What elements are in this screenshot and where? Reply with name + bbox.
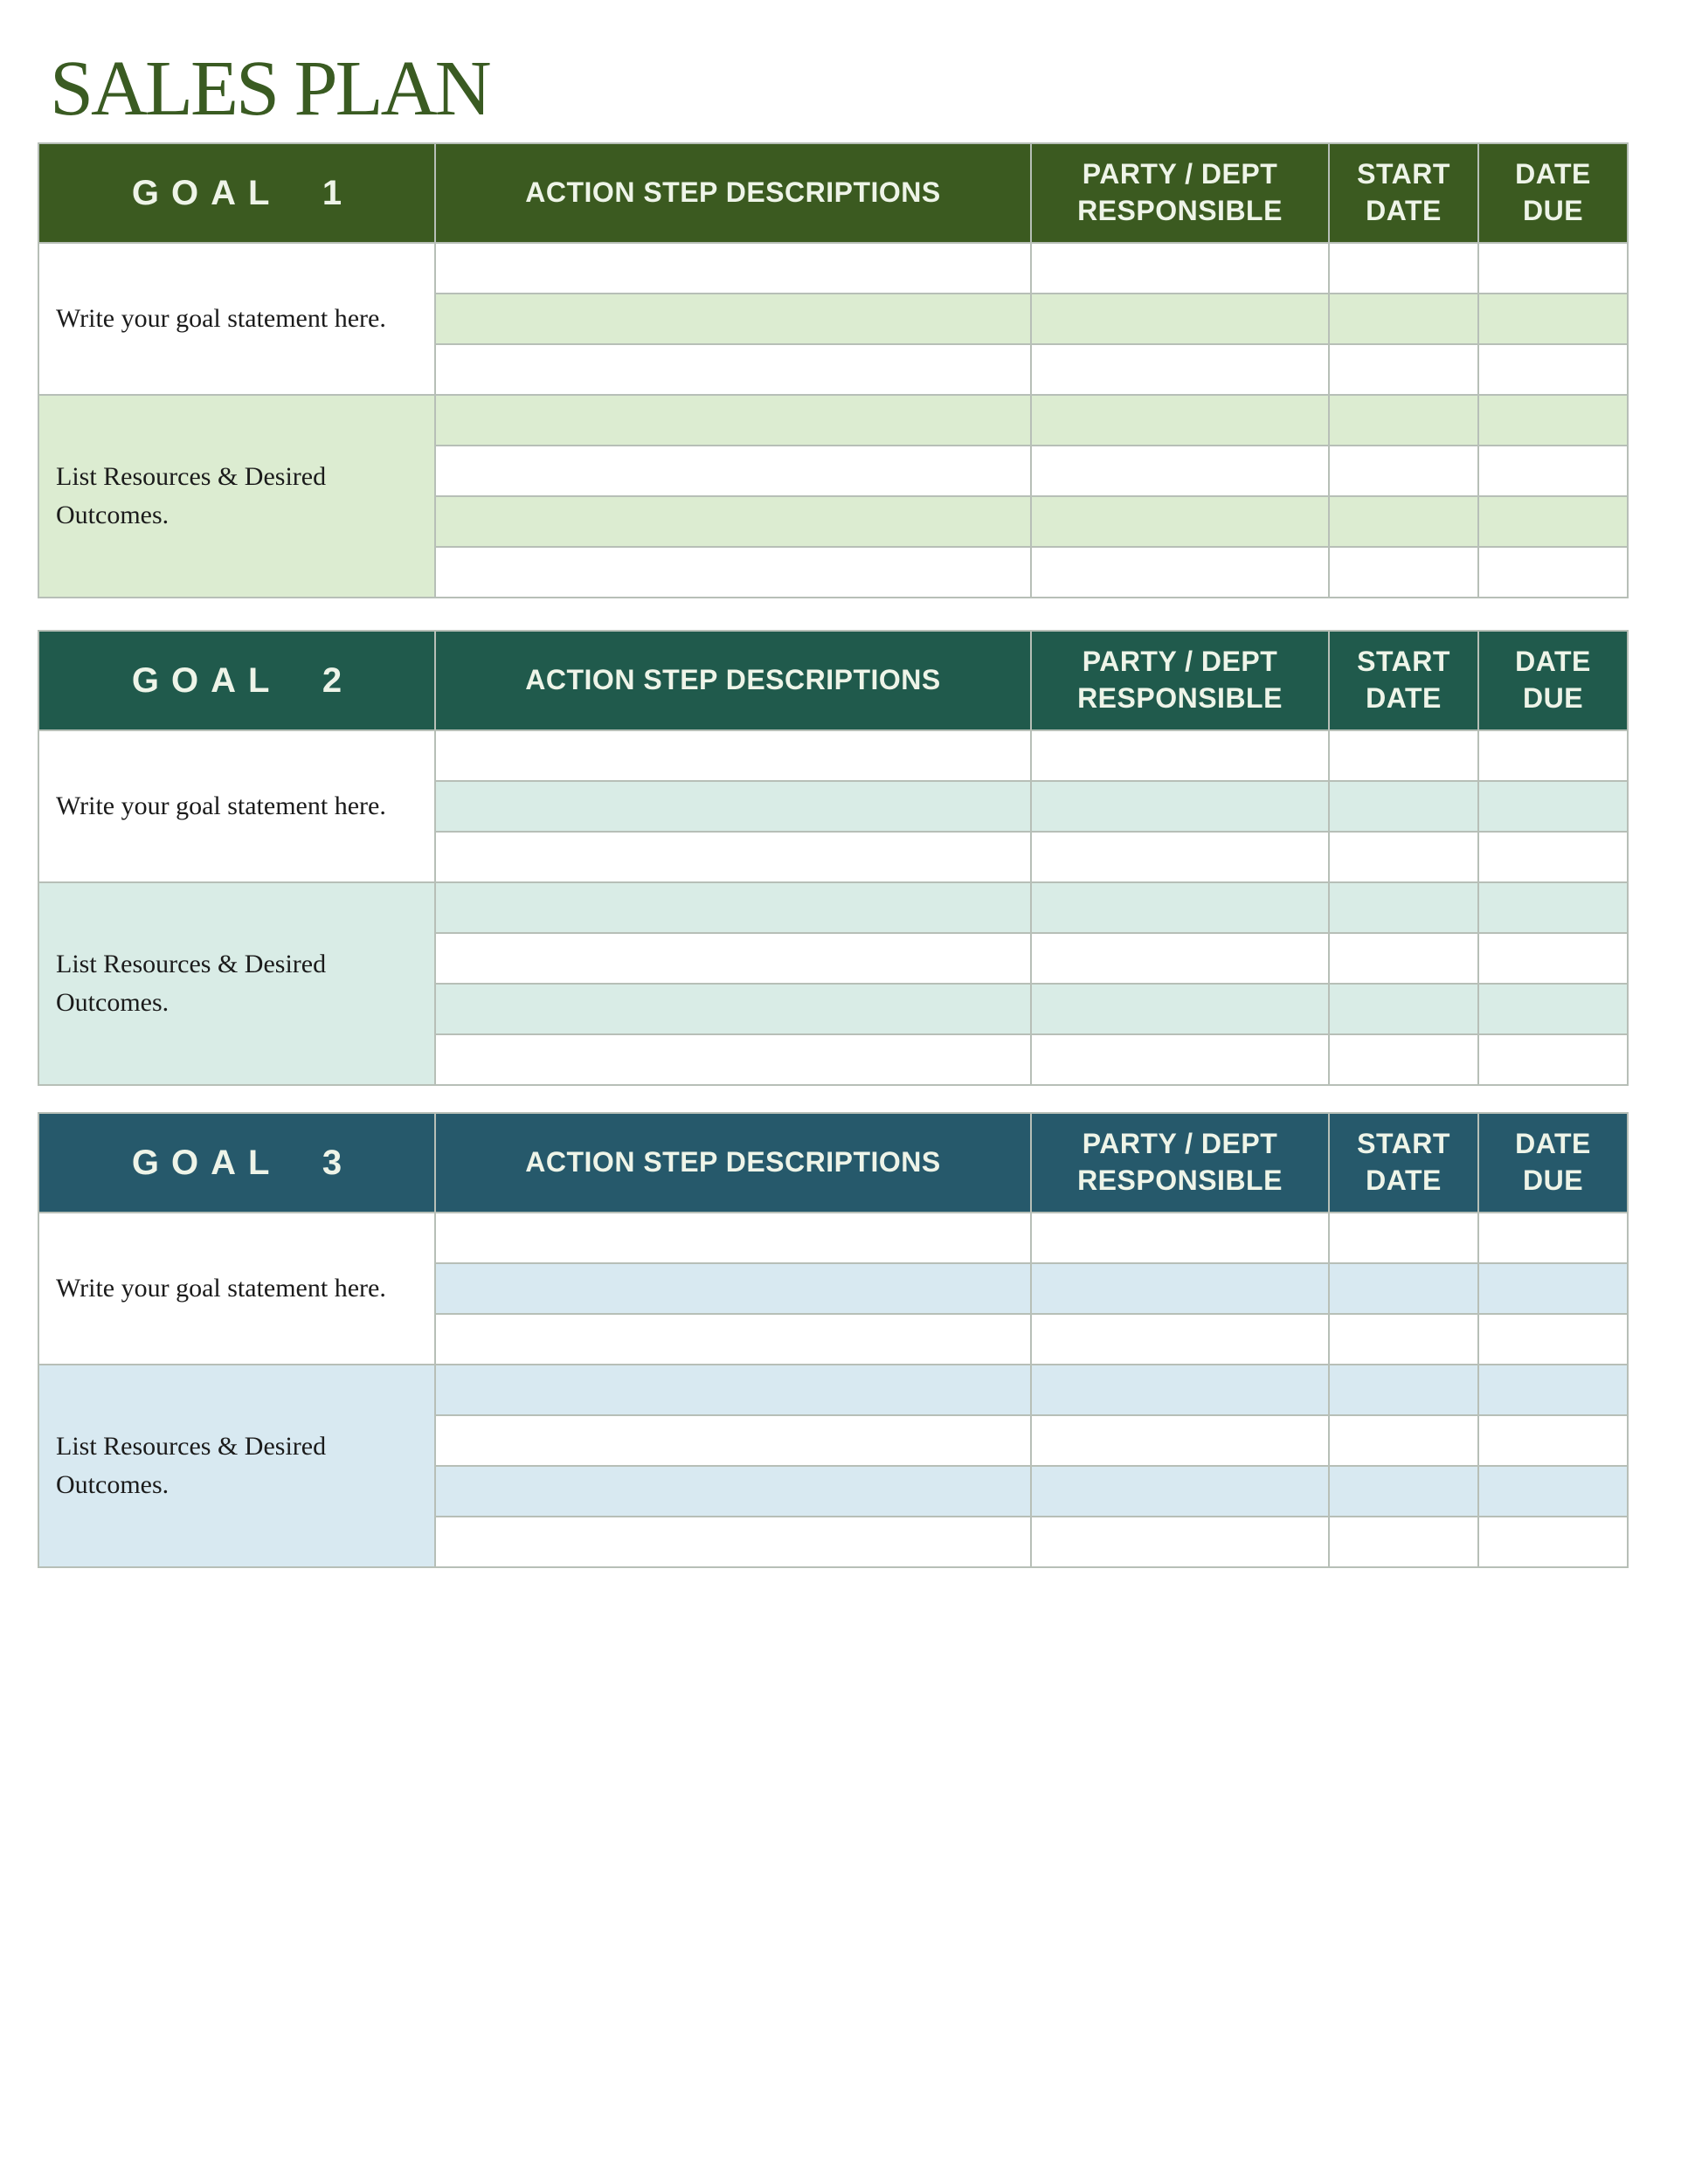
data-cell[interactable]: [1479, 1213, 1627, 1262]
column-header-label: START DATE: [1357, 646, 1450, 714]
data-cell[interactable]: [1032, 1517, 1328, 1566]
data-cell[interactable]: [1032, 446, 1328, 495]
goal-header-cell: [39, 1114, 434, 1212]
goal-statement-text: Write your goal statement here.: [56, 304, 386, 333]
data-cell[interactable]: [1330, 1213, 1477, 1262]
data-cell[interactable]: [1032, 1365, 1328, 1414]
data-cell[interactable]: [1479, 345, 1627, 394]
data-cell[interactable]: [1330, 396, 1477, 445]
data-cell[interactable]: [1479, 1416, 1627, 1465]
data-cell[interactable]: [1032, 985, 1328, 1033]
column-header-label: DATE DUE: [1515, 646, 1591, 714]
column-header-label: START DATE: [1357, 158, 1450, 226]
data-cell[interactable]: [1032, 1035, 1328, 1084]
data-cell[interactable]: [1330, 985, 1477, 1033]
data-cell[interactable]: [436, 731, 1030, 780]
goal-table: [38, 142, 1629, 598]
data-cell[interactable]: [1479, 446, 1627, 495]
data-cell[interactable]: [1032, 548, 1328, 597]
data-cell[interactable]: [436, 244, 1030, 293]
data-cell[interactable]: [436, 985, 1030, 1033]
data-cell[interactable]: [1479, 1035, 1627, 1084]
data-cell[interactable]: [1479, 731, 1627, 780]
data-cell[interactable]: [1330, 731, 1477, 780]
data-cell[interactable]: [1479, 833, 1627, 881]
data-cell[interactable]: [1330, 1035, 1477, 1084]
goal-header-cell: [39, 144, 434, 242]
page-title: SALES PLAN: [50, 45, 489, 132]
data-cell[interactable]: [1032, 244, 1328, 293]
column-header-label: START DATE: [1357, 1128, 1450, 1196]
goal-header-label: GOAL 1: [131, 173, 355, 212]
data-cell[interactable]: [436, 396, 1030, 445]
column-header-label: PARTY / DEPT RESPONSIBLE: [1077, 1128, 1283, 1196]
data-cell[interactable]: [1479, 985, 1627, 1033]
data-cell[interactable]: [1330, 1365, 1477, 1414]
column-header-date-due: [1479, 632, 1627, 729]
column-header-label: ACTION STEP DESCRIPTIONS: [525, 664, 941, 696]
column-header-start-date: [1330, 144, 1477, 242]
data-cell[interactable]: [1479, 294, 1627, 343]
column-header-label: DATE DUE: [1515, 158, 1591, 226]
data-cell[interactable]: [436, 1213, 1030, 1262]
data-cell[interactable]: [436, 883, 1030, 932]
data-cell[interactable]: [1330, 934, 1477, 983]
data-cell[interactable]: [1032, 1467, 1328, 1516]
column-header-label: ACTION STEP DESCRIPTIONS: [525, 176, 941, 209]
column-header-start-date: [1330, 1114, 1477, 1212]
column-header-party-dept-responsible: [1032, 1114, 1328, 1212]
data-cell[interactable]: [1032, 1315, 1328, 1364]
data-cell[interactable]: [1330, 244, 1477, 293]
data-cell[interactable]: [1479, 883, 1627, 932]
column-header-party-dept-responsible: [1032, 144, 1328, 242]
resources-outcomes-text: List Resources & Desired Outcomes.: [56, 950, 327, 1017]
goal-statement-text: Write your goal statement here.: [56, 791, 386, 820]
data-cell[interactable]: [436, 548, 1030, 597]
data-cell[interactable]: [1479, 1315, 1627, 1364]
data-cell[interactable]: [1032, 1213, 1328, 1262]
data-cell[interactable]: [1032, 934, 1328, 983]
data-cell[interactable]: [1032, 883, 1328, 932]
column-header-date-due: [1479, 1114, 1627, 1212]
goal-header-cell: [39, 632, 434, 729]
goal-header-label: GOAL 2: [131, 660, 355, 700]
column-header-action-step-descriptions: [436, 144, 1030, 242]
data-cell[interactable]: [1330, 782, 1477, 831]
data-cell[interactable]: [436, 497, 1030, 546]
data-cell[interactable]: [1330, 345, 1477, 394]
goal-header-label: GOAL 3: [131, 1143, 355, 1182]
column-header-party-dept-responsible: [1032, 632, 1328, 729]
data-cell[interactable]: [1032, 1416, 1328, 1465]
data-cell[interactable]: [1330, 1467, 1477, 1516]
resources-outcomes-cell[interactable]: [39, 883, 434, 1084]
data-cell[interactable]: [436, 934, 1030, 983]
data-cell[interactable]: [436, 446, 1030, 495]
data-cell[interactable]: [1479, 396, 1627, 445]
data-cell[interactable]: [436, 1264, 1030, 1313]
data-cell[interactable]: [1032, 345, 1328, 394]
data-cell[interactable]: [1479, 497, 1627, 546]
data-cell[interactable]: [1032, 731, 1328, 780]
data-cell[interactable]: [1330, 833, 1477, 881]
goal-statement-text: Write your goal statement here.: [56, 1274, 386, 1303]
column-header-label: DATE DUE: [1515, 1128, 1591, 1196]
data-cell[interactable]: [1330, 1264, 1477, 1313]
data-cell[interactable]: [436, 1517, 1030, 1566]
data-cell[interactable]: [1032, 294, 1328, 343]
data-cell[interactable]: [1330, 1517, 1477, 1566]
resources-outcomes-text: List Resources & Desired Outcomes.: [56, 1432, 327, 1499]
data-cell[interactable]: [1330, 883, 1477, 932]
data-cell[interactable]: [1479, 1365, 1627, 1414]
data-cell[interactable]: [1330, 294, 1477, 343]
goal-table: [38, 630, 1629, 1086]
data-cell[interactable]: [1479, 782, 1627, 831]
data-cell[interactable]: [1479, 1467, 1627, 1516]
column-header-label: PARTY / DEPT RESPONSIBLE: [1077, 158, 1283, 226]
data-cell[interactable]: [1032, 833, 1328, 881]
data-cell[interactable]: [1330, 1416, 1477, 1465]
resources-outcomes-cell[interactable]: [39, 1365, 434, 1566]
data-cell[interactable]: [1330, 497, 1477, 546]
goal-table: [38, 1112, 1629, 1568]
resources-outcomes-text: List Resources & Desired Outcomes.: [56, 462, 327, 529]
data-cell[interactable]: [1330, 548, 1477, 597]
data-cell[interactable]: [1032, 782, 1328, 831]
data-cell[interactable]: [1330, 446, 1477, 495]
goal-statement-cell[interactable]: [39, 244, 434, 394]
data-cell[interactable]: [436, 1315, 1030, 1364]
goal-statement-cell[interactable]: [39, 731, 434, 881]
data-cell[interactable]: [436, 1365, 1030, 1414]
column-header-label: ACTION STEP DESCRIPTIONS: [525, 1146, 941, 1178]
data-cell[interactable]: [1032, 396, 1328, 445]
column-header-start-date: [1330, 632, 1477, 729]
data-cell[interactable]: [1032, 497, 1328, 546]
column-header-date-due: [1479, 144, 1627, 242]
data-cell[interactable]: [436, 1416, 1030, 1465]
data-cell[interactable]: [436, 782, 1030, 831]
data-cell[interactable]: [1479, 934, 1627, 983]
data-cell[interactable]: [1032, 1264, 1328, 1313]
data-cell[interactable]: [436, 1467, 1030, 1516]
data-cell[interactable]: [1479, 244, 1627, 293]
data-cell[interactable]: [436, 294, 1030, 343]
data-cell[interactable]: [436, 345, 1030, 394]
data-cell[interactable]: [436, 1035, 1030, 1084]
data-cell[interactable]: [1479, 1264, 1627, 1313]
data-cell[interactable]: [1330, 1315, 1477, 1364]
column-header-label: PARTY / DEPT RESPONSIBLE: [1077, 646, 1283, 714]
data-cell[interactable]: [1479, 548, 1627, 597]
column-header-action-step-descriptions: [436, 1114, 1030, 1212]
column-header-action-step-descriptions: [436, 632, 1030, 729]
data-cell[interactable]: [1479, 1517, 1627, 1566]
resources-outcomes-cell[interactable]: [39, 396, 434, 597]
data-cell[interactable]: [436, 833, 1030, 881]
goal-statement-cell[interactable]: [39, 1213, 434, 1364]
